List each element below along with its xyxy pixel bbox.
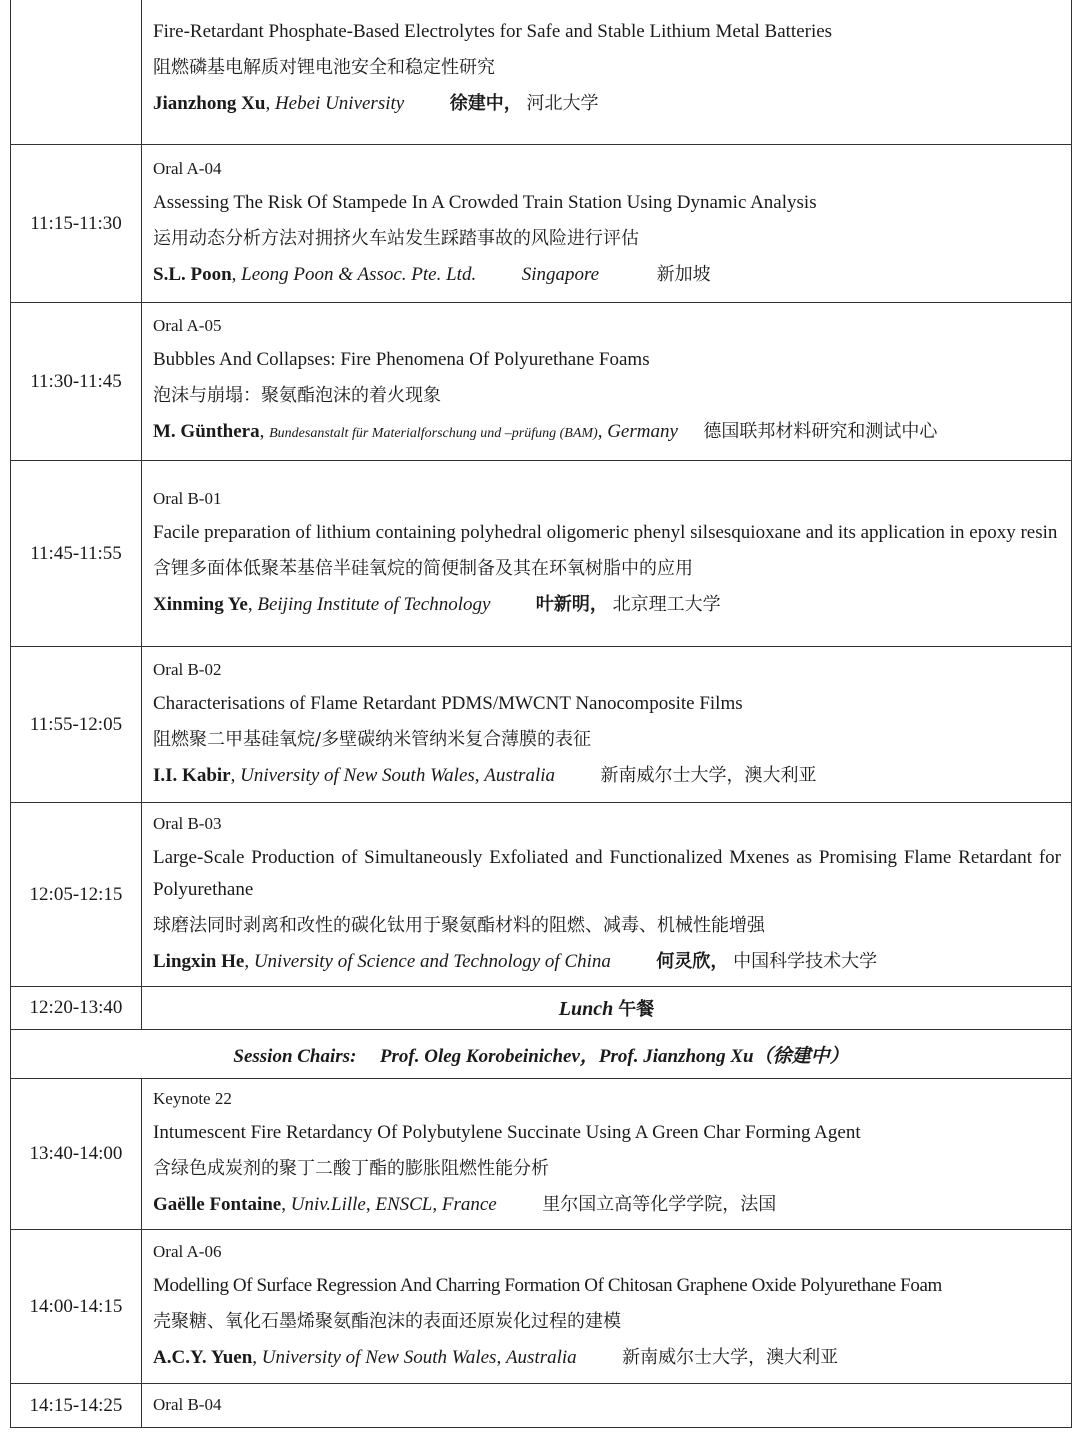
time-cell: 12:05-12:15 — [11, 803, 142, 987]
author-affiliation-cn: 新南威尔士大学，澳大利亚 — [600, 764, 817, 786]
author-name: Gaëlle Fontaine — [153, 1194, 282, 1215]
table-row — [11, 145, 1072, 303]
time-cell: 11:45-11:55 — [11, 461, 142, 647]
session-chairs-names: Prof. Oleg Korobeinichev，Prof. Jianzhong Xu（徐建中） — [379, 1045, 849, 1067]
author-country: Australia — [484, 764, 556, 786]
talk-cell — [142, 461, 1072, 647]
time-cell — [11, 0, 142, 145]
talk-author: Gaëlle Fontaine, Univ.Lille, ENSCL, France 里尔国立高等化学学院，法国 — [153, 1194, 777, 1215]
author-affiliation-cn: 德国联邦材料研究和测试中心 — [703, 420, 938, 442]
author-name: Lingxin He — [153, 950, 245, 972]
author-affiliation: Bundesanstalt für Materialforschung und –prüfung (BAM) — [269, 425, 598, 441]
talk-title-cn: 阻燃聚二甲基硅氧烷/多壁碳纳米管纳米复合薄膜的表征 — [153, 728, 592, 750]
talk-cell — [142, 1230, 1072, 1384]
author-affiliation: Univ.Lille — [290, 1194, 366, 1215]
time-cell: 11:15-11:30 — [11, 145, 142, 303]
author-name: A.C.Y. Yuen — [153, 1346, 253, 1368]
author-affiliation-cn: 里尔国立高等化学学院，法国 — [542, 1194, 777, 1215]
talk-title-cn: 壳聚糖、氧化石墨烯聚氨酯泡沫的表面还原炭化过程的建模 — [153, 1310, 621, 1332]
author-affiliation-cn: 北京理工大学 — [612, 593, 721, 615]
time-cell: 14:15-14:25 — [11, 1384, 142, 1428]
talk-title-cn: 运用动态分析方法对拥挤火车站发生踩踏事故的风险进行评估 — [153, 227, 639, 249]
talk-code: Oral B-03 — [153, 813, 222, 833]
table-row — [11, 461, 1072, 647]
author-country: Australia — [505, 1346, 577, 1368]
talk-author: I.I. Kabir, University of New South Wales, Australia 新南威尔士大学，澳大利亚 — [153, 764, 817, 786]
talk-code: Oral B-01 — [153, 488, 222, 508]
table-row — [11, 0, 1072, 145]
lunch-label: Lunch — [558, 998, 614, 1020]
author-name: M. Günthera — [153, 420, 260, 442]
talk-author: S.L. Poon, Leong Poon & Assoc. Pte. Ltd. Singapore 新加坡 — [153, 263, 711, 285]
author-affiliation-cn: 中国科学技术大学 — [733, 950, 878, 972]
session-chairs-row — [11, 1030, 1072, 1079]
talk-title: Fire-Retardant Phosphate-Based Electrolytes for Safe and Stable Lithium Metal Batteries — [153, 20, 833, 42]
author-name-cn: 叶新明， — [535, 593, 608, 615]
author-name-cn: 何灵欣， — [656, 950, 729, 972]
author-affiliation: Hebei University — [274, 92, 405, 114]
time-cell: 12:20-13:40 — [11, 987, 142, 1030]
table-row — [11, 647, 1072, 803]
talk-title-cn: 含锂多面体低聚苯基倍半硅氧烷的简便制备及其在环氧树脂中的应用 — [153, 557, 693, 579]
talk-code: Oral A-04 — [153, 158, 222, 178]
talk-title-cn: 含绿色成炭剂的聚丁二酸丁酯的膨胀阻燃性能分析 — [153, 1158, 549, 1179]
talk-cell — [142, 0, 1072, 145]
talk-title: Intumescent Fire Retardancy Of Polybutylene Succinate Using A Green Char Forming Agent — [153, 1122, 861, 1143]
talk-code: Oral B-04 — [153, 1394, 222, 1414]
lunch-row — [11, 987, 1072, 1030]
session-chairs-cell — [11, 1030, 1072, 1079]
session-chairs-label: Session Chairs: — [233, 1045, 357, 1067]
author-affiliation: University of New South Wales — [261, 1346, 497, 1368]
talk-cell — [142, 1384, 1072, 1428]
talk-cell — [142, 1079, 1072, 1230]
talk-author: Jianzhong Xu, Hebei University 徐建中， 河北大学 — [153, 92, 599, 114]
author-name: Jianzhong Xu — [153, 92, 266, 114]
table-row — [11, 1384, 1072, 1428]
talk-title: Bubbles And Collapses: Fire Phenomena Of Polyurethane Foams — [153, 348, 650, 370]
talk-code: Oral B-02 — [153, 659, 222, 679]
talk-cell — [142, 803, 1072, 987]
talk-title: Modelling Of Surface Regression And Charring Formation Of Chitosan Graphene Oxide Polyurethane Foam — [153, 1274, 942, 1296]
author-affiliation: University of New South Wales — [240, 764, 475, 786]
time-cell: 11:30-11:45 — [11, 303, 142, 461]
author-name: I.I. Kabir — [153, 764, 231, 786]
author-affiliation-cn: 新加坡 — [656, 263, 711, 285]
author-country: France — [441, 1194, 497, 1215]
talk-author: M. Günthera, Bundesanstalt für Materialforschung und –prüfung (BAM), Germany 德国联邦材料研究和测试中心 — [153, 420, 938, 442]
author-affiliation-2: ENSCL — [375, 1194, 433, 1215]
talk-title: Large-Scale Production of Simultaneously Exfoliated and Functionalized Mxenes as Promising Flame Retardant for Polyurethane — [153, 846, 1061, 900]
talk-code: Keynote 22 — [153, 1089, 232, 1108]
talk-cell — [142, 303, 1072, 461]
talk-cell — [142, 145, 1072, 303]
talk-code: Oral A-06 — [153, 1241, 222, 1261]
author-name: Xinming Ye — [153, 593, 248, 615]
lunch-label-cn: 午餐 — [618, 999, 655, 1020]
talk-author: Lingxin He, University of Science and Technology of China 何灵欣， 中国科学技术大学 — [153, 950, 878, 972]
talk-title: Facile preparation of lithium containing polyhedral oligomeric phenyl silsesquioxane and its application in epoxy resin — [153, 521, 1058, 543]
table-row — [11, 803, 1072, 987]
table-row — [11, 1230, 1072, 1384]
program-table — [10, 0, 1072, 1428]
author-country: Singapore — [521, 263, 600, 285]
author-name: S.L. Poon — [153, 263, 232, 285]
talk-title: Characterisations of Flame Retardant PDMS/MWCNT Nanocomposite Films — [153, 692, 743, 714]
talk-author: Xinming Ye, Beijing Institute of Technology 叶新明， 北京理工大学 — [153, 593, 721, 615]
author-affiliation-cn: 河北大学 — [526, 92, 599, 114]
author-affiliation: Beijing Institute of Technology — [257, 593, 491, 615]
time-cell: 13:40-14:00 — [11, 1079, 142, 1230]
author-country: Germany — [607, 420, 678, 442]
author-affiliation: University of Science and Technology of China — [253, 950, 611, 972]
talk-code: Oral A-05 — [153, 315, 222, 335]
author-affiliation-cn: 新南威尔士大学，澳大利亚 — [622, 1346, 839, 1368]
talk-cell — [142, 647, 1072, 803]
talk-author: A.C.Y. Yuen, University of New South Wales, Australia 新南威尔士大学，澳大利亚 — [153, 1346, 839, 1368]
talk-title-cn: 阻燃磷基电解质对锂电池安全和稳定性研究 — [153, 56, 495, 78]
program-page — [10, 0, 1072, 1432]
author-affiliation: Leong Poon & Assoc. Pte. Ltd. — [241, 263, 477, 285]
talk-title: Assessing The Risk Of Stampede In A Crowded Train Station Using Dynamic Analysis — [153, 191, 817, 213]
lunch-cell — [142, 987, 1072, 1030]
table-row — [11, 1079, 1072, 1230]
table-row — [11, 303, 1072, 461]
author-name-cn: 徐建中， — [449, 92, 522, 114]
talk-title-cn: 球磨法同时剥离和改性的碳化钛用于聚氨酯材料的阻燃、减毒、机械性能增强 — [153, 914, 765, 936]
time-cell: 14:00-14:15 — [11, 1230, 142, 1384]
talk-title-cn: 泡沫与崩塌：聚氨酯泡沫的着火现象 — [153, 384, 441, 406]
time-cell: 11:55-12:05 — [11, 647, 142, 803]
